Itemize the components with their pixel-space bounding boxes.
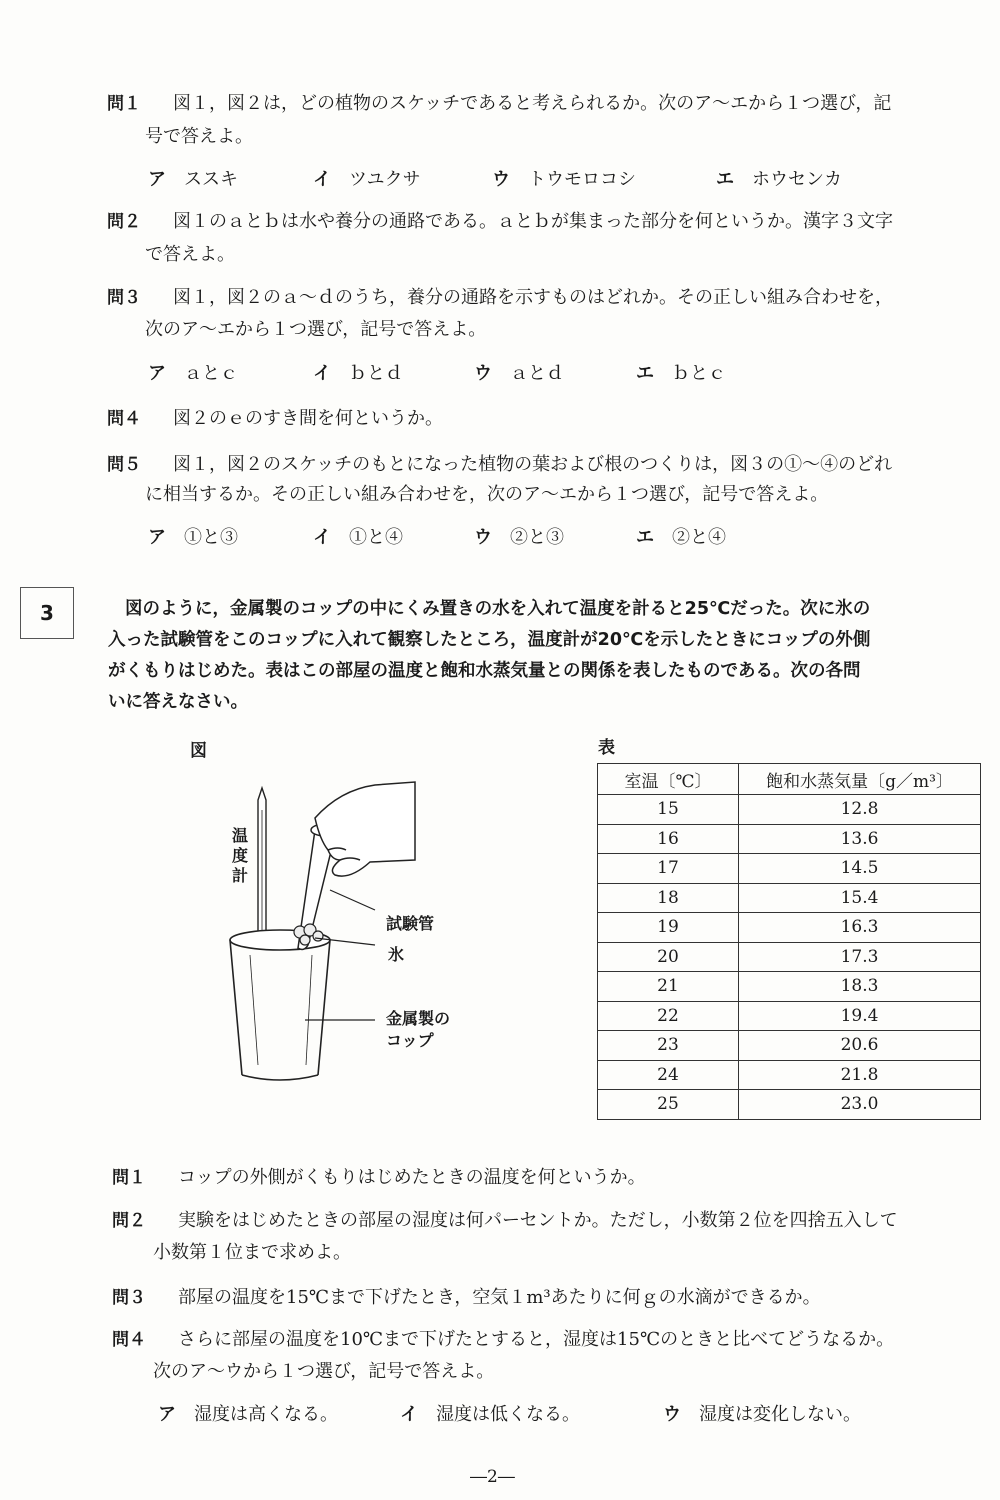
table-row: 15 12.8 [598, 795, 981, 825]
choice: ア ①と③ [148, 527, 238, 548]
choice: ウ トウモロコシ [492, 169, 636, 190]
thermometer-label: 温度計 [231, 826, 248, 885]
p2-q5-line2: に相当するか。その正しい組み合わせを，次のア～エから１つ選び，記号で答えよ。 [145, 484, 829, 505]
choice: イ 湿度は低くなる。 [400, 1404, 580, 1425]
intro-line-3: がくもりはじめた。表はこの部屋の温度と飽和水蒸気量との関係を表したものである。次の各問 [108, 661, 861, 681]
p2-q5-line1: 問５ 図１，図２のスケッチのもとになった植物の葉および根のつくりは，図３の①～④のどれ [107, 450, 892, 480]
choice: ア 湿度は高くなる。 [158, 1404, 338, 1425]
choice: イ ツユクサ [313, 169, 421, 190]
p2-q1-line1: 問１ 図１，図２は，どの植物のスケッチであると考えられるか。次のア～エから１つ選び，記 [107, 89, 891, 119]
table-header: 室温〔℃〕 [598, 764, 739, 795]
section-number: 3 [20, 587, 74, 639]
question-label: 問２ [107, 212, 141, 232]
table-row: 20 17.3 [598, 942, 981, 972]
s3-q3-line1: 問３ 部屋の温度を15℃まで下げたとき，空気１m³あたりに何ｇの水滴ができるか。 [112, 1283, 821, 1313]
table-row: 25 23.0 [598, 1090, 981, 1120]
table-row: 16 13.6 [598, 824, 981, 854]
table-row: 23 20.6 [598, 1031, 981, 1061]
question-label: 問３ [112, 1288, 146, 1308]
question-label: 問３ [107, 288, 141, 308]
table-row: 22 19.4 [598, 1001, 981, 1031]
p2-q3-line1: 問３ 図１，図２のａ～ｄのうち，養分の通路を示すものはどれか。その正しい組み合わせを， [107, 283, 893, 313]
choice: エ ｂとｃ [636, 363, 726, 384]
question-label: 問４ [112, 1330, 146, 1350]
table-row: 17 14.5 [598, 854, 981, 884]
choice: イ ①と④ [313, 527, 403, 548]
ice-label: 氷 [388, 945, 405, 964]
table-header: 飽和水蒸気量〔g／m³〕 [739, 764, 981, 795]
s3-q1-line1: 問１ コップの外側がくもりはじめたときの温度を何というか。 [112, 1163, 646, 1193]
saturated-vapor-table [597, 763, 981, 1120]
test-tube-label: 試験管 [386, 914, 435, 933]
page-number: ―2― [470, 1467, 515, 1487]
s3-q4-line2: 次のア～ウから１つ選び，記号で答えよ。 [153, 1361, 495, 1382]
intro-line-1: 図のように，金属製のコップの中にくみ置きの水を入れて温度を計ると25℃だった。次に氷の [125, 599, 871, 619]
choice: エ ②と④ [636, 527, 726, 548]
p2-q1-line2: 号で答えよ。 [145, 126, 253, 147]
thermometer-drawing [258, 788, 266, 945]
table-row: 21 18.3 [598, 972, 981, 1002]
figure-caption: 図 [190, 741, 207, 761]
choice: ア ａとｃ [148, 363, 238, 384]
intro-line-4: いに答えなさい。 [108, 692, 248, 712]
table-caption: 表 [598, 738, 615, 758]
hand-drawing [315, 782, 415, 876]
choice: ア ススキ [148, 169, 238, 190]
choice: エ ホウセンカ [716, 169, 842, 190]
choice: イ ｂとｄ [313, 363, 403, 384]
cup-label-2: コップ [386, 1031, 434, 1050]
choice: ウ ②と③ [474, 527, 564, 548]
cup-label-1: 金属製の [386, 1009, 451, 1028]
question-label: 問１ [112, 1168, 146, 1188]
question-label: 問１ [107, 94, 141, 114]
table-row: 24 21.8 [598, 1060, 981, 1090]
choice: ウ ａとｄ [474, 363, 564, 384]
p2-q2-line2: で答えよ。 [145, 244, 235, 265]
p2-q3-line2: 次のア～エから１つ選び，記号で答えよ。 [145, 319, 487, 340]
question-label: 問５ [107, 455, 141, 475]
s3-q4-line1: 問４ さらに部屋の温度を10℃まで下げたとすると，湿度は15℃のときと比べてどうなるか。 [112, 1325, 894, 1355]
p2-q4-line1: 問４ 図２のｅのすき間を何というか。 [107, 404, 443, 434]
choice: ウ 湿度は変化しない。 [663, 1404, 861, 1425]
table-row: 18 15.4 [598, 883, 981, 913]
intro-line-2: 入った試験管をこのコップに入れて観察したところ，温度計が20℃を示したときにコップの外側 [108, 630, 871, 650]
p2-q2-line1: 問２ 図１のａとｂは水や養分の通路である。ａとｂが集まった部分を何というか。漢字３文字 [107, 207, 893, 237]
metal-cup-drawing [230, 930, 330, 1080]
question-label: 問２ [112, 1211, 146, 1231]
s3-q2-line1: 問２ 実験をはじめたときの部屋の湿度は何パーセントか。ただし，小数第２位を四捨五入して [112, 1206, 898, 1236]
table-row: 19 16.3 [598, 913, 981, 943]
s3-q2-line2: 小数第１位まで求めよ。 [153, 1242, 351, 1263]
question-label: 問４ [107, 409, 141, 429]
